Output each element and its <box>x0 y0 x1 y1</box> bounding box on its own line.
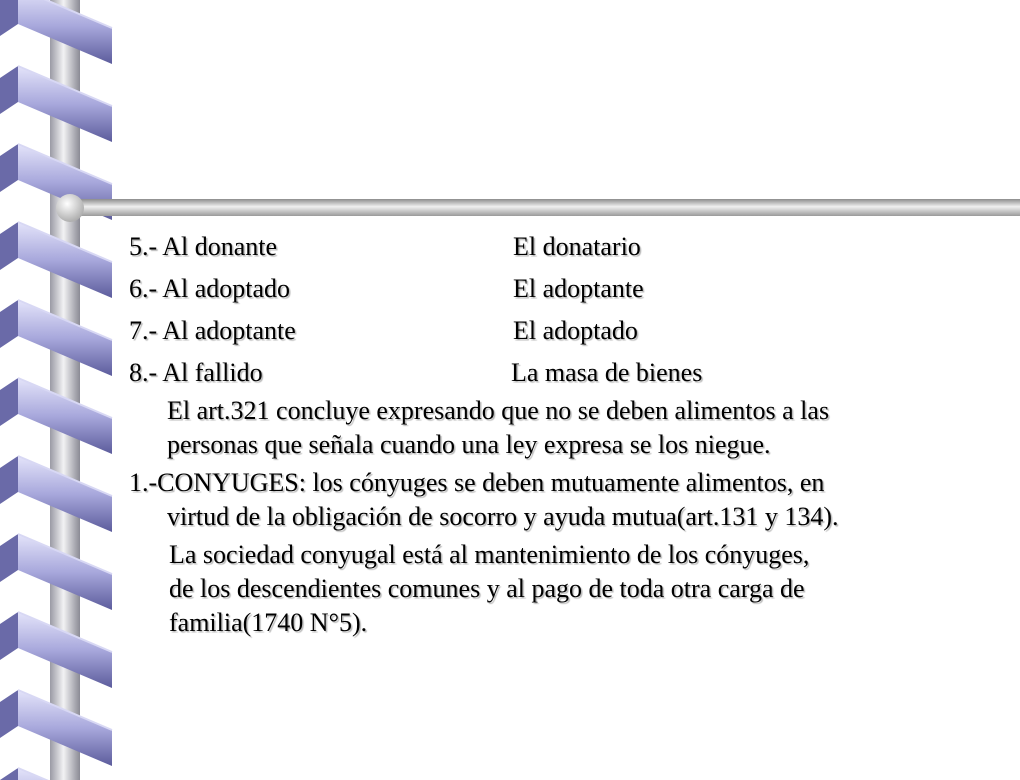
slide-body <box>129 226 999 640</box>
ribbon-fold <box>0 300 18 348</box>
list-item-counterpart: La masa de bienes <box>511 358 703 387</box>
ribbon-fold <box>0 222 18 270</box>
list-item-counterpart: El adoptante <box>513 274 644 303</box>
list-item <box>129 352 999 394</box>
paragraph-line: de los descendientes comunes y al pago de toda otra carga de <box>169 574 805 603</box>
ribbon-fold <box>0 768 18 780</box>
ribbon-fold <box>0 378 18 426</box>
list-item-subject: 7.- Al adoptante <box>129 316 296 345</box>
list-item-counterpart: El donatario <box>513 232 641 261</box>
paragraph-line: familia(1740 N°5). <box>169 608 368 637</box>
paragraph-line: La sociedad conyugal está al mantenimiento de los cónyuges, <box>169 540 810 569</box>
ribbon-fold <box>0 534 18 582</box>
decorative-ribbon-pole <box>0 0 120 780</box>
paragraph-line: El art.321 concluye expresando que no se deben alimentos a las <box>167 396 830 425</box>
ribbon-fold <box>0 144 18 192</box>
list-item-subject: 8.- Al fallido <box>129 358 263 387</box>
paragraph-art-321 <box>129 394 999 462</box>
paragraph-sociedad-conyugal <box>129 538 999 640</box>
ribbon-fold <box>0 456 18 504</box>
list-item-subject: 5.- Al donante <box>129 232 278 261</box>
list-item-subject: 6.- Al adoptado <box>129 274 291 303</box>
ribbon-fold <box>0 690 18 738</box>
list-item <box>129 268 999 310</box>
ribbon-fold <box>0 612 18 660</box>
paragraph-line: virtud de la obligación de socorro y ayuda mutua(art.131 y 134). <box>167 502 839 531</box>
list-item <box>129 226 999 268</box>
paragraph-line: 1.-CONYUGES: los cónyuges se deben mutuamente alimentos, en <box>129 468 825 497</box>
list-item-counterpart: El adoptado <box>513 316 638 345</box>
ribbon-fold <box>0 66 18 114</box>
list-item <box>129 310 999 352</box>
ribbon-fold <box>0 0 18 36</box>
paragraph-conyuges <box>129 466 999 534</box>
paragraph-line: personas que señala cuando una ley expresa se los niegue. <box>167 430 771 459</box>
horizontal-divider <box>56 194 1020 222</box>
